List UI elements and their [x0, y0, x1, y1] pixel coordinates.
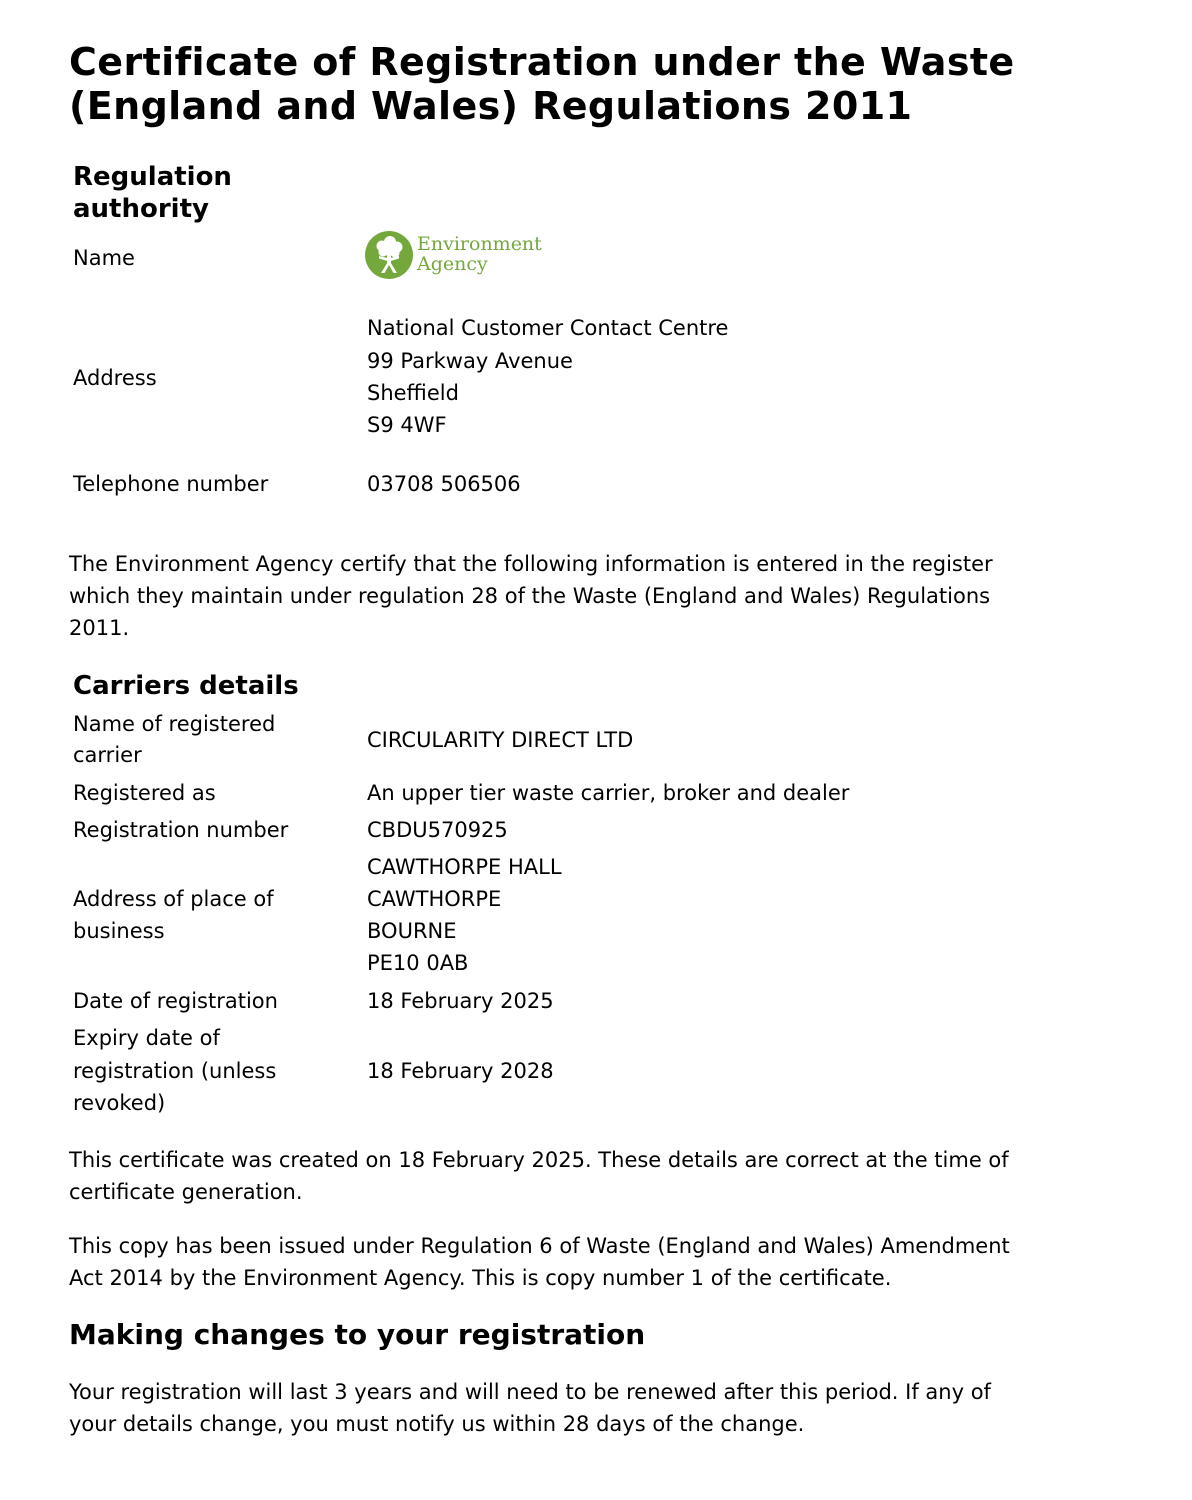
carrier-name-label-line-1: Name of registered	[73, 712, 276, 736]
business-address-line-3: BOURNE	[367, 919, 457, 943]
created-paragraph-line-1: This certificate was created on 18 February 2025. These details are correct at the time of	[69, 1148, 1009, 1172]
created-paragraph-line-2: certificate generation.	[69, 1180, 303, 1204]
regulation-authority-heading-line-1: Regulation	[73, 162, 232, 192]
making-changes-paragraph-line-2: your details change, you must notify us within 28 days of the change.	[69, 1412, 805, 1436]
carrier-name-label-line-2: carrier	[73, 743, 142, 767]
authority-address-line-2: 99 Parkway Avenue	[367, 349, 573, 373]
business-address-line-4: PE10 0AB	[367, 951, 469, 975]
making-changes-heading: Making changes to your registration	[69, 1318, 646, 1351]
authority-name-label: Name	[73, 246, 135, 270]
page-title-line-1: Certificate of Registration under the Waste	[69, 40, 1015, 84]
copy-paragraph	[69, 1230, 1149, 1294]
registration-number-label: Registration number	[73, 818, 289, 842]
page-title	[69, 40, 1149, 128]
registered-as-value: An upper tier waste carrier, broker and dealer	[367, 781, 850, 805]
registration-date-value: 18 February 2025	[367, 989, 554, 1013]
making-changes-paragraph-line-1: Your registration will last 3 years and will need to be renewed after this period. If any of	[69, 1380, 991, 1404]
authority-telephone-value: 03708 506506	[367, 472, 521, 496]
logo-text-line-1: Environment	[417, 233, 542, 255]
authority-telephone-label: Telephone number	[73, 472, 269, 496]
authority-address-line-1: National Customer Contact Centre	[367, 316, 729, 340]
environment-agency-logo	[364, 230, 544, 282]
authority-address-line-4: S9 4WF	[367, 413, 447, 437]
copy-paragraph-line-1: This copy has been issued under Regulation 6 of Waste (England and Wales) Amendment	[69, 1234, 1010, 1258]
certify-paragraph-line-3: 2011.	[69, 616, 130, 640]
business-address-label-line-2: business	[73, 919, 165, 943]
registration-number-value: CBDU570925	[367, 818, 508, 842]
regulation-authority-heading-line-2: authority	[73, 194, 209, 224]
business-address-label-line-1: Address of place of	[73, 887, 274, 911]
registered-as-label: Registered as	[73, 781, 216, 805]
expiry-date-value: 18 February 2028	[367, 1059, 554, 1083]
certify-paragraph	[69, 548, 1149, 644]
business-address-line-1: CAWTHORPE HALL	[367, 855, 562, 879]
authority-address-label: Address	[73, 366, 157, 390]
tree-logo-icon	[364, 230, 414, 280]
environment-agency-logo-text	[417, 234, 542, 274]
expiry-date-label-line-2: registration (unless	[73, 1059, 277, 1083]
page-title-line-2: (England and Wales) Regulations 2011	[69, 84, 913, 128]
authority-address-line-3: Sheffield	[367, 381, 459, 405]
carriers-details-heading: Carriers details	[73, 671, 299, 701]
certify-paragraph-line-1: The Environment Agency certify that the following information is entered in the register	[69, 552, 993, 576]
logo-text-line-2: Agency	[417, 253, 488, 275]
regulation-authority-heading	[73, 161, 232, 225]
making-changes-paragraph	[69, 1376, 1149, 1440]
business-address-line-2: CAWTHORPE	[367, 887, 502, 911]
expiry-date-label-line-1: Expiry date of	[73, 1026, 220, 1050]
copy-paragraph-line-2: Act 2014 by the Environment Agency. This is copy number 1 of the certificate.	[69, 1266, 892, 1290]
carrier-name-value: CIRCULARITY DIRECT LTD	[367, 728, 634, 752]
certify-paragraph-line-2: which they maintain under regulation 28 of the Waste (England and Wales) Regulations	[69, 584, 991, 608]
created-paragraph	[69, 1144, 1149, 1208]
registration-date-label: Date of registration	[73, 989, 278, 1013]
expiry-date-label-line-3: revoked)	[73, 1091, 166, 1115]
